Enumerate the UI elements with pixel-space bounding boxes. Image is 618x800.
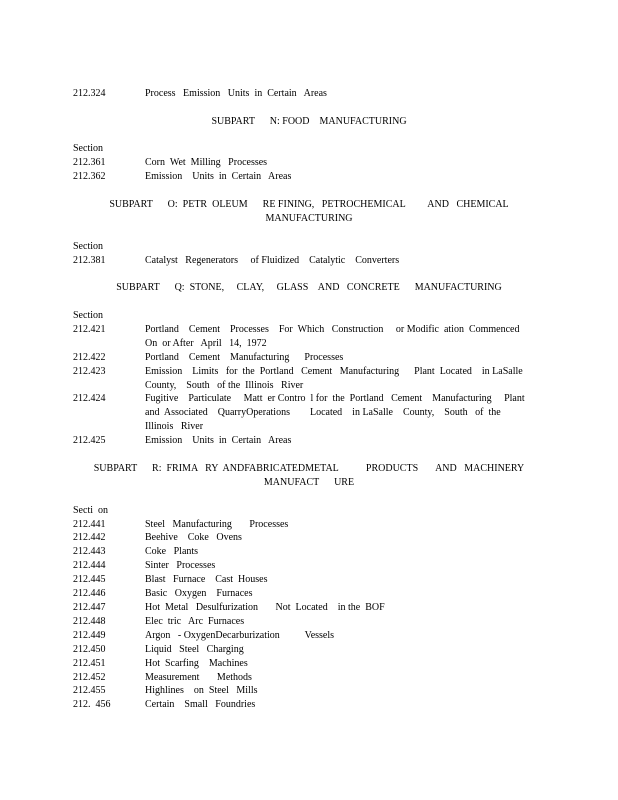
- section-title: Argon - OxygenDecarburization Vessels: [145, 630, 335, 641]
- section-title-continued: County, South of the Illinois River: [145, 380, 304, 391]
- section-number: 212.421: [73, 324, 106, 335]
- section-title: Beehive Coke Ovens: [145, 532, 242, 543]
- section-number: 212.423: [73, 366, 106, 377]
- section-title: Corn Wet Milling Processes: [145, 157, 268, 168]
- section-title: Fugitive Particulate Matt er Contro l for the Portland Cement Manufacturing Plant: [145, 393, 525, 404]
- section-title: Process Emission Units in Certain Areas: [145, 88, 327, 99]
- section-number: 212.324: [73, 88, 106, 99]
- section-number: 212.446: [73, 588, 106, 599]
- section-title: Emission Limits for the Portland Cement Manufacturing Plant Located in LaSalle: [145, 366, 523, 377]
- section-title: Emission Units in Certain Areas: [145, 435, 292, 446]
- section-title: Measurement Methods: [145, 672, 252, 683]
- subpart-heading: SUBPART O: PETR OLEUM RE FINING, PETROCHEMICAL AND CHEMICAL: [109, 199, 509, 210]
- section-number: 212.445: [73, 574, 106, 585]
- section-title: Liquid Steel Charging: [145, 644, 244, 655]
- section-title: Catalyst Regenerators of Fluidized Catalytic Converters: [145, 255, 400, 266]
- section-number: 212.444: [73, 560, 106, 571]
- section-title: Portland Cement Processes For Which Construction or Modific ation Commenced: [145, 324, 520, 335]
- section-title: Blast Furnace Cast Houses: [145, 574, 268, 585]
- section-title-continued: and Associated QuarryOperations Located in LaSalle County, South of the: [145, 407, 501, 418]
- section-number: 212. 456: [73, 699, 111, 710]
- section-title: Certain Small Foundries: [145, 699, 256, 710]
- subpart-heading-continued: MANUFACT URE: [263, 477, 355, 488]
- section-title: Sinter Processes: [145, 560, 216, 571]
- section-title: Highlines on Steel Mills: [145, 685, 258, 696]
- section-label: Section: [73, 241, 103, 252]
- section-label: Section: [73, 310, 103, 321]
- section-number: 212.425: [73, 435, 106, 446]
- subpart-heading: SUBPART Q: STONE, CLAY, GLASS AND CONCRETE MANUFACTURING: [116, 282, 502, 293]
- section-number: 212.449: [73, 630, 106, 641]
- section-label: Section: [73, 143, 103, 154]
- section-number: 212.443: [73, 546, 106, 557]
- section-number: 212.361: [73, 157, 106, 168]
- section-number: 212.455: [73, 685, 106, 696]
- section-number: 212.450: [73, 644, 106, 655]
- subpart-heading-continued: MANUFACTURING: [265, 213, 353, 224]
- section-number: 212.362: [73, 171, 106, 182]
- section-number: 212.447: [73, 602, 106, 613]
- section-number: 212.442: [73, 532, 106, 543]
- section-number: 212.422: [73, 352, 106, 363]
- section-title: Coke Plants: [145, 546, 199, 557]
- section-number: 212.448: [73, 616, 106, 627]
- section-title: Elec tric Arc Furnaces: [145, 616, 245, 627]
- subpart-heading: SUBPART N: FOOD MANUFACTURING: [211, 116, 407, 127]
- section-title: Steel Manufacturing Processes: [145, 519, 289, 530]
- section-number: 212.424: [73, 393, 106, 404]
- section-label: Secti on: [73, 505, 108, 516]
- subpart-heading: SUBPART R: FRIMA RY ANDFABRICATEDMETAL PRODUCTS AND MACHINERY: [93, 463, 525, 474]
- section-number: 212.381: [73, 255, 106, 266]
- section-number: 212.452: [73, 672, 106, 683]
- section-title: Hot Metal Desulfurization Not Located in the BOF: [145, 602, 385, 613]
- section-title-continued: On or After April 14, 1972: [145, 338, 267, 349]
- section-title: Portland Cement Manufacturing Processes: [145, 352, 344, 363]
- section-title: Emission Units in Certain Areas: [145, 171, 292, 182]
- section-title-continued: Illinois River: [145, 421, 204, 432]
- section-title: Basic Oxygen Furnaces: [145, 588, 253, 599]
- section-number: 212.441: [73, 519, 106, 530]
- section-number: 212.451: [73, 658, 106, 669]
- section-title: Hot Scarfing Machines: [145, 658, 248, 669]
